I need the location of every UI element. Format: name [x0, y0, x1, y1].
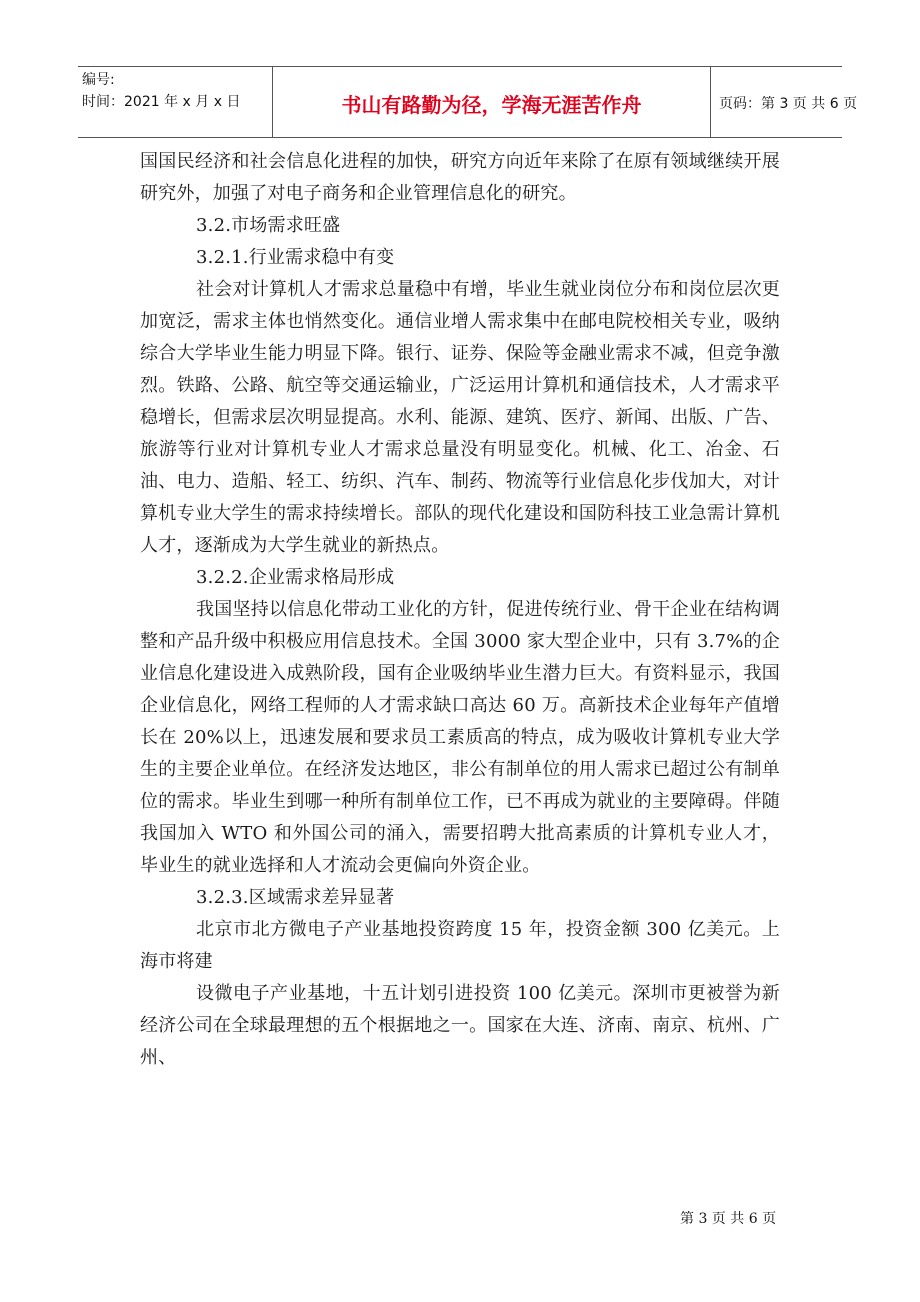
body-paragraph: 我国坚持以信息化带动工业化的方针，促进传统行业、骨干企业在结构调整和产品升级中积极应用信息技术。全国 3000 家大型企业中，只有 3.7%的企业信息化建设进入成熟阶段，国有企业吸纳毕业生潜力巨大。有资料显示，我国企业信息化，网络工程师的人才需求缺口高达 60 万。高新技术企业每年产值增长在 20%以上，迅速发展和要求员工素质高的特点，成为吸收计算机专业大学生的主要企业单位。在经济发达地区，非公有制单位的用人需求已超过公有制单位的需求。毕业生到哪一种所有制单位工作，已不再成为就业的主要障碍。伴随我国加入 WTO 和外国公司的涌入，需要招聘大批高素质的计算机专业人才，毕业生的就业选择和人才流动会更偏向外资企业。: [140, 599, 780, 876]
body-paragraph: 设微电子产业基地，十五计划引进投资 100 亿美元。深圳市更被誉为新经济公司在全球最理想的五个根据地之一。国家在大连、济南、南京、杭州、广州、: [140, 983, 780, 1068]
page-header: [78, 66, 858, 138]
body-paragraph: 社会对计算机人才需求总量稳中有增，毕业生就业岗位分布和岗位层次更加宽泛，需求主体也悄然变化。通信业增人需求集中在邮电院校相关专业，吸纳综合大学毕业生能力明显下降。银行、证券、保险等金融业需求不减，但竞争激烈。铁路、公路、航空等交通运输业，广泛运用计算机和通信技术，人才需求平稳增长，但需求层次明显提高。水利、能源、建筑、医疗、新闻、出版、广告、旅游等行业对计算机专业人才需求总量没有明显变化。机械、化工、冶金、石油、电力、造船、轻工、纺织、汽车、制药、物流等行业信息化步伐加大，对计算机专业大学生的需求持续增长。部队的现代化建设和国防科技工业急需计算机人才，逐渐成为大学生就业的新热点。: [140, 279, 780, 556]
subsection-heading: 3.2.3.区域需求差异显著: [196, 887, 395, 908]
subsection-heading: 3.2.2.企业需求格局形成: [196, 567, 395, 588]
subsection-heading: 3.2.1.行业需求稳中有变: [196, 247, 395, 268]
header-motto: 书山有路勤为径，学海无涯苦作舟: [341, 93, 642, 117]
header-page-cell: [711, 67, 858, 137]
document-code-label: 编号:: [82, 72, 115, 88]
section-heading: 3.2.市场需求旺盛: [196, 215, 341, 236]
document-body: [140, 146, 780, 1074]
body-paragraph: 北京市北方微电子产业基地投资跨度 15 年，投资金额 300 亿美元。上海市将建: [140, 919, 780, 972]
document-date: 时间：2021 年 x 月 x 日: [82, 94, 241, 110]
header-motto-cell: [273, 67, 711, 137]
header-page-info: 页码：第 3 页 共 6 页: [719, 96, 858, 112]
header-meta-cell: [78, 67, 273, 137]
page-footer: 第 3 页 共 6 页: [680, 1211, 777, 1227]
body-paragraph: 国国民经济和社会信息化进程的加快，研究方向近年来除了在原有领域继续开展研究外，加强了对电子商务和企业管理信息化的研究。: [140, 151, 780, 204]
